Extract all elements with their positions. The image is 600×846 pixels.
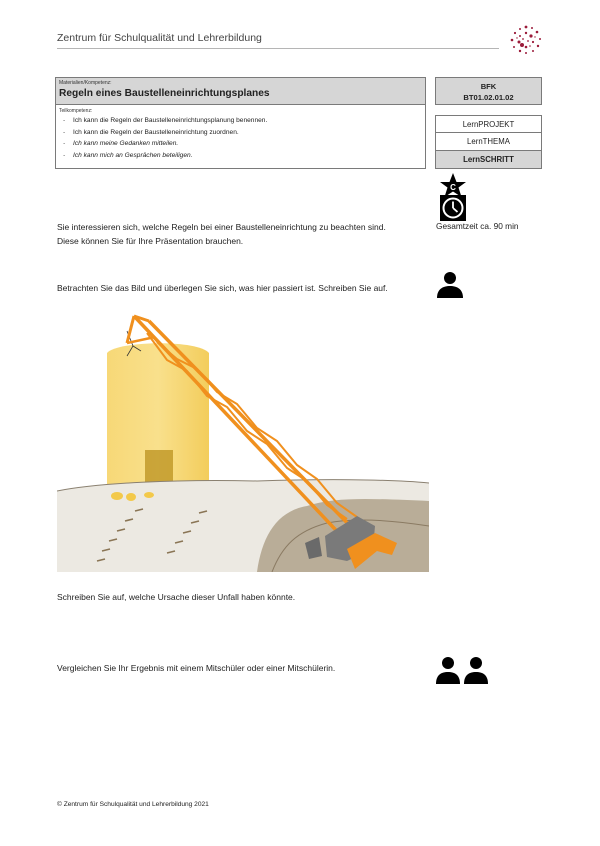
header-divider — [57, 48, 499, 49]
learning-level-box — [435, 115, 542, 169]
sub-competence-item: - Ich kann meine Gedanken mitteilen. — [63, 140, 179, 147]
level-lernschritt: LernSCHRITT — [436, 151, 541, 168]
intro-text: Sie interessieren sich, welche Regeln bei einer Baustelleneinrichtung zu beachten sind. Diese können Sie für Ihre Präsentation brauchen. — [57, 222, 386, 246]
zsl-logo-icon — [509, 24, 543, 56]
total-time-label: Gesamtzeit ca. 90 min — [436, 221, 519, 231]
task-cause: Schreiben Sie auf, welche Ursache dieser Unfall haben könnte. — [57, 592, 296, 602]
sub-competence-label: Teilkompetenz: — [59, 108, 93, 114]
competence-title: Regeln eines Baustelleneinrichtungsplanes — [59, 88, 270, 99]
star-clock-icon — [438, 172, 468, 222]
task-compare: Vergleichen Sie Ihr Ergebnis mit einem Mitschüler oder einer Mitschülerin. — [57, 663, 336, 673]
svg-text:C: C — [450, 183, 456, 192]
sub-competence-list — [59, 115, 422, 161]
competence-kicker: Materialien/Kompetenz: — [59, 80, 112, 86]
sub-competence-item: - Ich kann mich an Gesprächen beteiligen. — [63, 151, 193, 159]
header-organization: Zentrum für Schulqualität und Lehrerbildung — [57, 32, 262, 44]
course-code-line2: BT01.02.01.02 — [463, 93, 514, 102]
pair-persons-icon — [434, 655, 492, 685]
single-person-icon — [436, 271, 464, 299]
level-lernthema: LernTHEMA — [436, 133, 541, 150]
sub-competence-item: - Ich kann die Regeln der Baustelleneinrichtungsplanung benennen. — [63, 117, 268, 124]
crane-accident-illustration — [57, 311, 429, 572]
course-code-line1: BFK — [480, 82, 497, 91]
footer-copyright: © Zentrum für Schulqualität und Lehrerbildung 2021 — [57, 801, 209, 808]
competence-box — [55, 77, 426, 169]
competence-header — [56, 78, 425, 105]
level-lernprojekt: LernPROJEKT — [436, 116, 541, 133]
task-observe-image: Betrachten Sie das Bild und überlegen Sie sich, was hier passiert ist. Schreiben Sie auf. — [57, 283, 388, 293]
sub-competence-item: - Ich kann die Regeln der Baustelleneinrichtung zuordnen. — [63, 128, 239, 136]
course-code-box — [435, 77, 542, 105]
